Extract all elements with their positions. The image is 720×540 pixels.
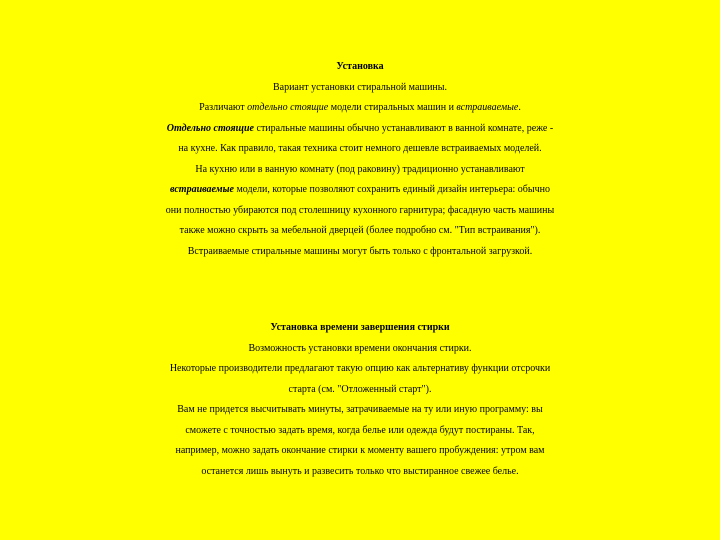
paragraph-line: [0, 180, 720, 201]
paragraph-line: также можно скрыть за мебельной дверцей (более подробно см. "Тип встраивания").: [179, 225, 541, 236]
text-run: .: [518, 102, 521, 113]
emphasis-text: Отдельно стоящие: [166, 122, 254, 134]
emphasis-text: встраиваемые: [170, 184, 234, 195]
paragraph-line: [0, 119, 720, 140]
paragraph-line: На кухню или в ванную комнату (под раковину) традиционно устанавливают: [195, 163, 525, 175]
paragraph-line: Вам не придется высчитывать минуты, затрачиваемые на ту или иную программу: вы: [177, 404, 543, 415]
paragraph-line: [0, 98, 720, 119]
paragraph-line: старта (см. "Отложенный старт").: [288, 383, 432, 395]
paragraph-line: Встраиваемые стиральные машины могут быть только с фронтальной загрузкой.: [187, 245, 533, 257]
paragraph-line: Некоторые производители предлагают такую опцию как альтернативу функции отсрочки: [169, 363, 551, 374]
emphasis-text: отдельно стоящие: [247, 102, 329, 113]
text-run: модели стиральных машин и: [328, 102, 457, 113]
text-run: стиральные машины обычно устанавливают в ванной комнате, реже -: [254, 122, 554, 134]
paragraph-line: они полностью убираются под столешницу кухонного гарнитура; фасадную часть машины: [165, 204, 555, 216]
finish-time-section: [0, 318, 720, 482]
section-subheading: Вариант установки стиральной машины.: [272, 81, 448, 93]
emphasis-text: встраиваемые: [456, 102, 519, 113]
section-subheading: Возможность установки времени окончания стирки.: [248, 342, 472, 354]
paragraph-line: сможете с точностью задать время, когда белье или одежда будут постираны. Так,: [185, 424, 535, 436]
section-heading: Установка времени завершения стирки: [270, 322, 450, 333]
text-run: модели, которые позволяют сохранить единый дизайн интерьера: обычно: [233, 184, 550, 195]
paragraph-line: останется лишь вынуть и развесить только что выстиранное свежее белье.: [201, 465, 519, 477]
paragraph-line: на кухне. Как правило, такая техника стоит немного дешевле встраиваемых моделей.: [178, 143, 542, 154]
text-run: Различают: [199, 102, 248, 113]
installation-section: [0, 57, 720, 262]
section-heading: Установка: [336, 61, 384, 72]
paragraph-line: например, можно задать окончание стирки к моменту вашего пробуждения: утром вам: [175, 445, 545, 456]
